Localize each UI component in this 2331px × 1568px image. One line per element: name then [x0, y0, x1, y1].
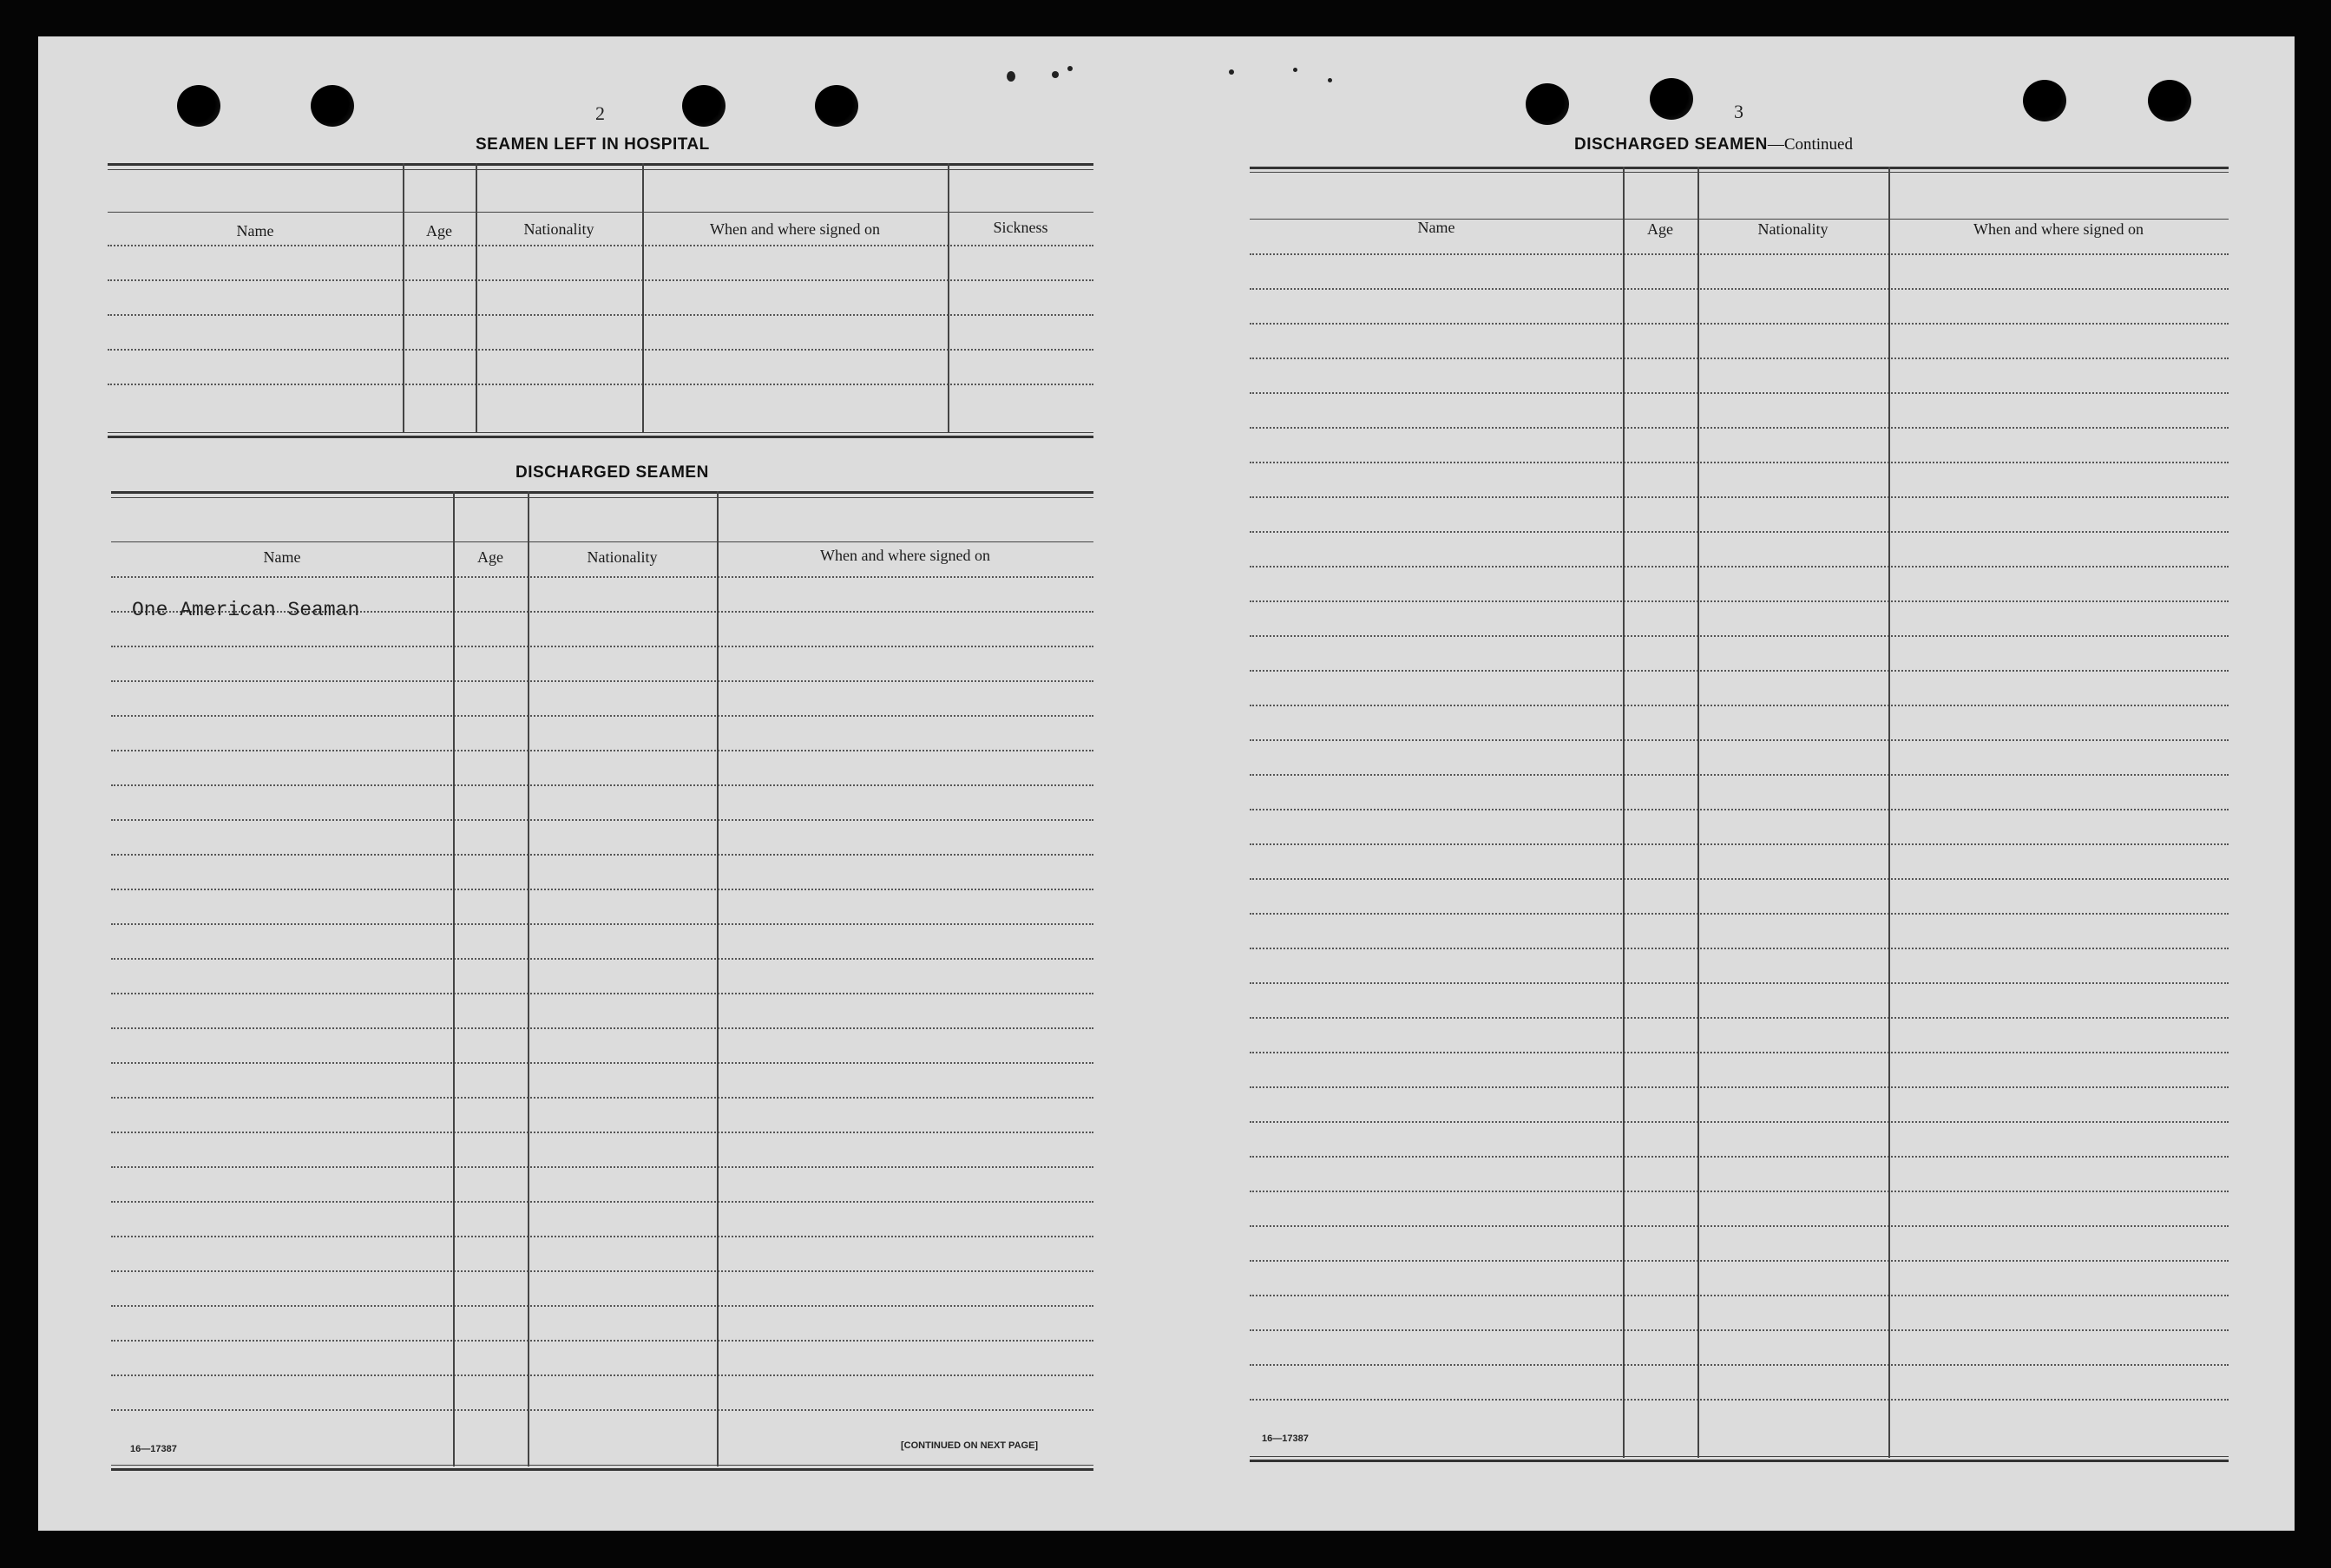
title-suffix: —Continued: [1767, 135, 1853, 154]
punch-hole: [815, 85, 858, 127]
column-divider: [717, 491, 719, 1466]
header-rule: [108, 212, 1093, 213]
punch-hole: [311, 85, 354, 127]
speck: [1229, 69, 1234, 75]
punch-hole: [2023, 80, 2066, 121]
speck: [1052, 71, 1059, 78]
col-header-nationality: Nationality: [523, 220, 594, 238]
row-line: [1250, 670, 2229, 672]
punch-hole: [2148, 80, 2191, 121]
row-line: [1250, 843, 2229, 845]
row-line: [1250, 1191, 2229, 1192]
row-line: [108, 314, 1093, 316]
discharged-continued-title: [1574, 135, 1853, 154]
row-line: [1250, 1329, 2229, 1331]
table-top-rule: [108, 163, 1093, 166]
row-line: [111, 1236, 1093, 1237]
table-bottom-rule: [108, 436, 1093, 438]
table-top-rule: [1250, 167, 2229, 169]
row-line: [1250, 774, 2229, 776]
row-line: [108, 279, 1093, 281]
speck: [1067, 66, 1073, 71]
col-header-age: Age: [426, 222, 452, 239]
speck: [1328, 78, 1332, 82]
column-divider: [403, 163, 404, 432]
column-divider: [1623, 167, 1625, 1458]
row-line: [111, 715, 1093, 717]
punch-hole: [177, 85, 220, 127]
hospital-section-title: SEAMEN LEFT IN HOSPITAL: [476, 135, 710, 154]
punch-hole: [1526, 83, 1569, 125]
row-line: [1250, 1121, 2229, 1123]
row-line: [111, 1374, 1093, 1376]
header-rule: [111, 541, 1093, 542]
row-line: [1250, 705, 2229, 706]
row-line: [1250, 288, 2229, 290]
speck: [1293, 68, 1297, 72]
row-line: [111, 854, 1093, 856]
row-line: [1250, 496, 2229, 498]
row-line: [111, 1097, 1093, 1099]
row-line: [1250, 982, 2229, 984]
row-line: [111, 1201, 1093, 1203]
row-line: [1250, 1017, 2229, 1019]
row-line: [111, 1340, 1093, 1342]
row-line: [111, 750, 1093, 751]
table-top-rule: [108, 169, 1093, 170]
table-top-rule: [111, 497, 1093, 498]
col-header-name: Name: [236, 222, 274, 239]
row-line: [111, 1270, 1093, 1272]
row-line: [1250, 913, 2229, 915]
row-line: [1250, 358, 2229, 359]
discharged-continued-table: [1250, 167, 2229, 1465]
row-line: [111, 646, 1093, 647]
title-main: DISCHARGED SEAMEN: [1574, 135, 1768, 154]
page-number-left: 2: [595, 102, 605, 124]
column-divider: [1697, 167, 1699, 1458]
row-line: [1250, 323, 2229, 325]
row-line: [1250, 531, 2229, 533]
row-line: [111, 1409, 1093, 1411]
table-bottom-rule: [111, 1468, 1093, 1471]
row-line: [1250, 600, 2229, 602]
table-top-rule: [111, 491, 1093, 494]
row-line: [1250, 566, 2229, 567]
column-divider: [476, 163, 477, 432]
speck: [1007, 71, 1015, 82]
discharged-entry-name: One American Seaman: [132, 599, 360, 621]
row-line: [111, 1027, 1093, 1029]
col-header-signed-on: When and where signed on: [710, 220, 880, 238]
hospital-table: [108, 163, 1093, 439]
row-line: [111, 819, 1093, 821]
row-line: [1250, 1086, 2229, 1088]
document-sheet: [38, 36, 2295, 1531]
row-line: [1250, 1295, 2229, 1296]
row-line: [1250, 1225, 2229, 1227]
col-header-nationality: Nationality: [587, 548, 658, 566]
discharged-table: [111, 491, 1093, 1472]
col-header-signed-on: When and where signed on: [1973, 220, 2144, 238]
continued-note: [CONTINUED ON NEXT PAGE]: [901, 1440, 1039, 1451]
row-line: [111, 993, 1093, 994]
row-line: [111, 923, 1093, 925]
col-header-age: Age: [477, 548, 503, 566]
table-bottom-rule: [1250, 1456, 2229, 1457]
row-line: [1250, 809, 2229, 810]
row-line: [111, 784, 1093, 786]
form-number-right: 16—17387: [1262, 1434, 1309, 1444]
row-line: [111, 958, 1093, 960]
row-line: [1250, 1399, 2229, 1401]
column-divider: [453, 491, 455, 1466]
row-line: [111, 889, 1093, 890]
column-divider: [948, 163, 949, 432]
row-line: [111, 1305, 1093, 1307]
row-line: [1250, 427, 2229, 429]
page-number-right: 3: [1734, 101, 1743, 122]
column-divider: [642, 163, 644, 432]
column-divider: [528, 491, 529, 1466]
punch-hole: [682, 85, 726, 127]
row-line: [1250, 1156, 2229, 1158]
row-line: [1250, 878, 2229, 880]
row-line: [1250, 948, 2229, 949]
col-header-name: Name: [1417, 219, 1455, 236]
row-line: [1250, 739, 2229, 741]
row-line: [108, 384, 1093, 385]
punch-hole: [1650, 78, 1693, 120]
col-header-age: Age: [1647, 220, 1673, 238]
form-number-left: 16—17387: [130, 1444, 177, 1454]
col-header-signed-on: When and where signed on: [820, 547, 990, 564]
row-line: [108, 349, 1093, 351]
table-bottom-rule: [1250, 1460, 2229, 1462]
table-top-rule: [1250, 172, 2229, 173]
discharged-section-title: DISCHARGED SEAMEN: [515, 463, 709, 482]
row-line: [1250, 462, 2229, 463]
col-header-name: Name: [263, 548, 301, 566]
table-bottom-rule: [111, 1465, 1093, 1466]
column-divider: [1888, 167, 1890, 1458]
row-line: [111, 680, 1093, 682]
row-line: [1250, 392, 2229, 394]
row-line: [111, 1062, 1093, 1064]
table-bottom-rule: [108, 432, 1093, 433]
row-line: [108, 245, 1093, 246]
row-line: [1250, 1260, 2229, 1262]
row-line: [1250, 1364, 2229, 1366]
row-line: [1250, 253, 2229, 255]
row-line: [111, 576, 1093, 578]
row-line: [1250, 1052, 2229, 1053]
row-line: [1250, 635, 2229, 637]
row-line: [111, 1166, 1093, 1168]
col-header-nationality: Nationality: [1757, 220, 1829, 238]
row-line: [111, 1132, 1093, 1133]
col-header-sickness: Sickness: [993, 219, 1048, 236]
